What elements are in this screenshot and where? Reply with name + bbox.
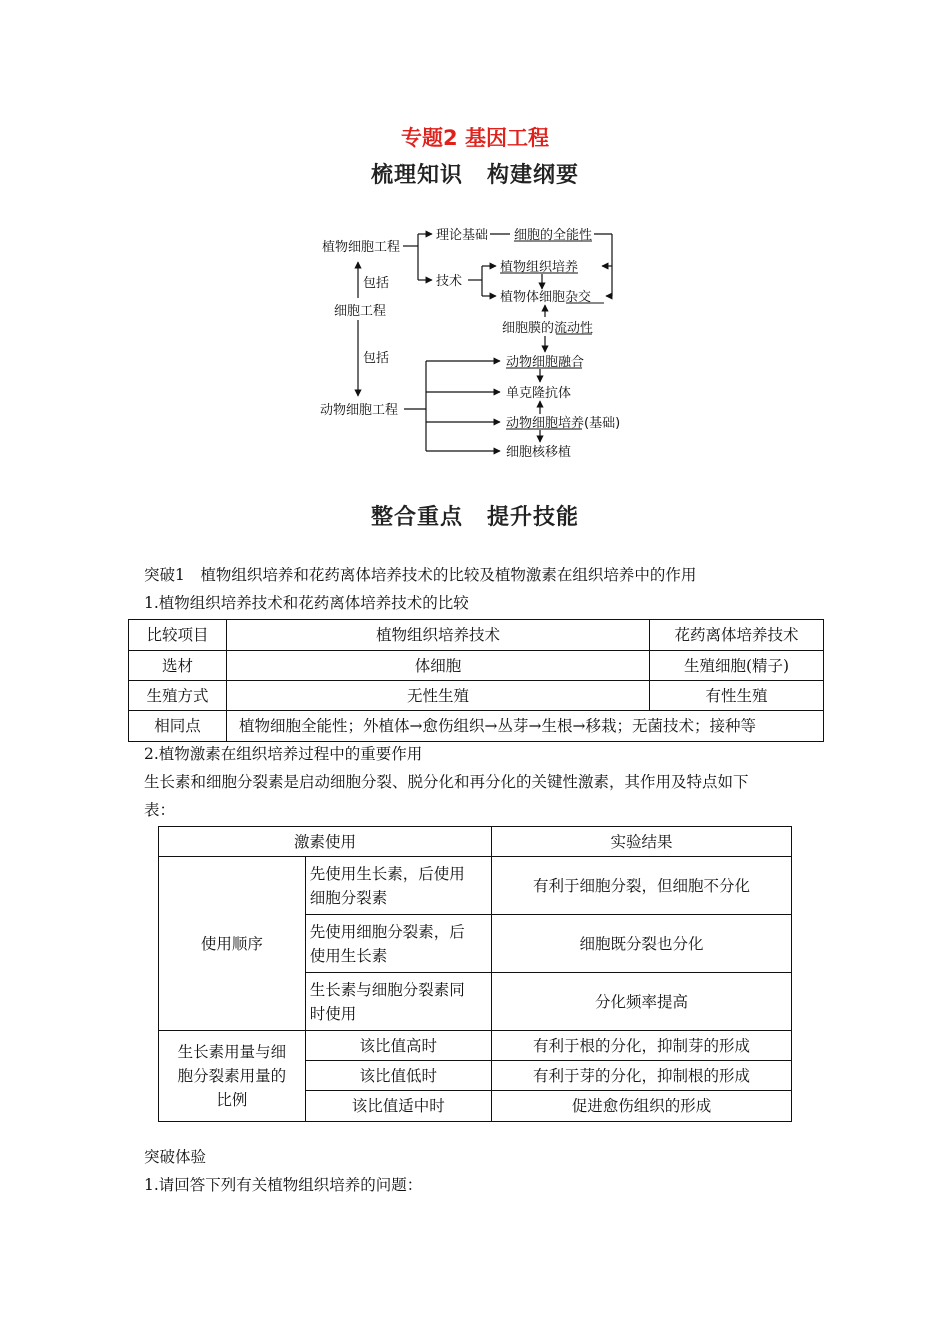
table-header: 比较项目 [129,620,227,651]
cell-line: 生长素用量与细 [177,1043,287,1061]
question-1: 1.请回答下列有关植物组织培养的问题： [144,1176,423,1194]
section-heading-2a: 整合重点 [370,505,463,530]
table-header: 实验结果 [491,827,791,857]
theory-basis: 理论基础 [436,228,489,243]
description-line-1: 生长素和细胞分裂素是启动细胞分裂、脱分化和再分化的关键性激素，其作用及特点如下 [144,773,749,791]
table-cell: 该比值适中时 [305,1091,491,1122]
membrane-fluidity: 细胞膜的流动性 [502,321,594,336]
section-heading-2 [0,500,950,531]
cell-line: 使用生长素 [309,946,388,965]
cell-line: 先使用细胞分裂素，后 [309,922,465,941]
experience-title: 突破体验 [144,1148,207,1166]
table-cell [305,857,491,915]
table-cell: 无性生殖 [227,681,650,711]
table-cell: 有性生殖 [650,681,824,711]
table-cell: 细胞既分裂也分化 [491,915,791,973]
plant-cell-engineering: 植物细胞工程 [322,240,401,255]
table-header-row [159,827,792,857]
table-row [129,651,824,681]
table-cell: 该比值低时 [305,1061,491,1091]
breakthrough-title: 突破1 植物组织培养和花药离体培养技术的比较及植物激素在组织培养中的作用 [144,566,697,584]
cell-line: 时使用 [309,1004,357,1023]
table-row [129,681,824,711]
table-header: 植物组织培养技术 [227,620,650,651]
table-cell: 有利于根的分化，抑制芽的形成 [491,1031,791,1061]
cell-line: 比例 [216,1091,248,1109]
section-heading-1b: 构建纲要 [487,163,580,188]
animal-cell-fusion: 动物细胞融合 [506,355,585,370]
table-cell: 体细胞 [227,651,650,681]
cell-line: 生长素与细胞分裂素同 [309,980,465,999]
comparison-table [128,619,824,742]
table-cell [159,1031,306,1122]
include-label-1: 包括 [363,276,390,291]
hormone-table [158,826,792,1122]
somatic-hybridization: 植物体细胞杂交 [500,290,592,305]
table-cell: 有利于芽的分化，抑制根的形成 [491,1061,791,1091]
description-line-2: 表： [144,801,176,819]
technique: 技术 [436,274,463,289]
concept-diagram [0,0,950,480]
cell-engineering: 细胞工程 [334,304,387,319]
tissue-culture: 植物组织培养 [500,260,579,275]
nuclear-transfer: 细胞核移植 [506,445,572,460]
table-row [159,857,792,915]
monoclonal-antibody: 单克隆抗体 [506,386,572,401]
table-header-row [129,620,824,651]
table-header: 激素使用 [159,827,492,857]
cell-line: 胞分裂素用量的 [177,1067,287,1085]
table-cell: 有利于细胞分裂，但细胞不分化 [491,857,791,915]
cell-line: 先使用生长素，后使用 [309,864,465,883]
table-cell: 生殖方式 [129,681,227,711]
table-row [159,1031,792,1061]
table-cell: 该比值高时 [305,1031,491,1061]
table-cell: 植物细胞全能性；外植体→愈伤组织→丛芽→生根→移栽；无菌技术；接种等 [227,711,824,742]
cell-line: 细胞分裂素 [309,888,388,907]
table-cell [305,915,491,973]
table-cell: 生殖细胞(精子) [650,651,824,681]
table-cell [305,973,491,1031]
section-heading-1a: 梳理知识 [370,163,463,188]
table-header: 花药离体培养技术 [650,620,824,651]
table-cell: 选材 [129,651,227,681]
table-cell: 分化频率提高 [491,973,791,1031]
section-heading-2b: 提升技能 [487,505,580,530]
animal-cell-engineering: 动物细胞工程 [320,403,399,418]
table-cell: 使用顺序 [159,857,306,1031]
totipotency: 细胞的全能性 [514,228,593,243]
subsection-2: 2.植物激素在组织培养过程中的重要作用 [144,745,423,763]
page-title: 专题2 基因工程 [401,126,549,150]
table-cell: 相同点 [129,711,227,742]
include-label-2: 包括 [363,351,390,366]
subsection-1: 1.植物组织培养技术和花药离体培养技术的比较 [144,594,469,612]
animal-cell-culture: 动物细胞培养(基础) [506,416,621,431]
table-cell: 促进愈伤组织的形成 [491,1091,791,1122]
table-row [129,711,824,742]
